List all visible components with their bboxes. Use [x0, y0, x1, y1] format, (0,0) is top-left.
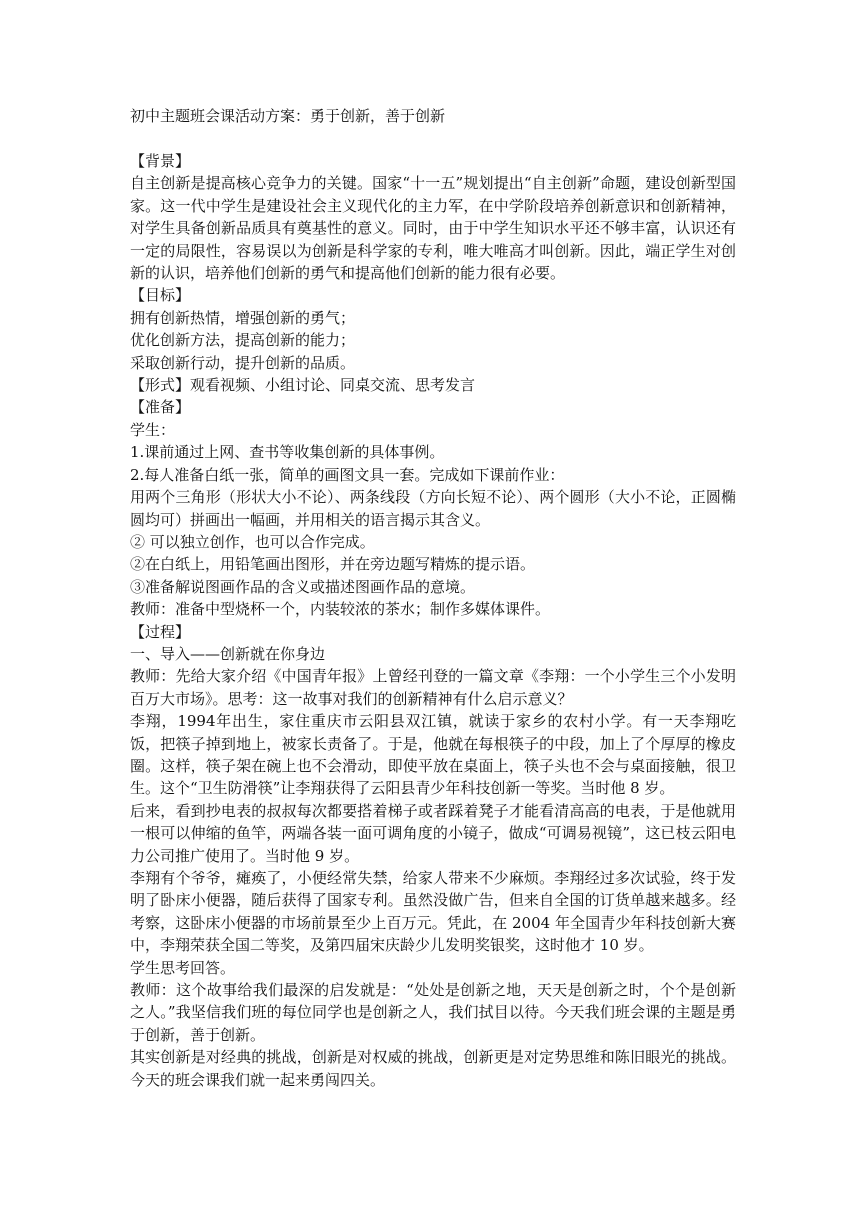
paragraph: 后来，看到抄电表的叔叔每次都要搭着梯子或者踩着凳子才能看清高高的电表，于是他就用一根可以伸缩的鱼竿，两端各装一面可调角度的小镜子，做成“可调易视镜”，这已枝云阳电力公司推广使用了。当时他 9 岁。	[130, 801, 736, 865]
subsection-heading: 一、导入——创新就在你身边	[130, 644, 326, 663]
list-item: ② 可以独立创作，也可以合作完成。	[130, 532, 375, 551]
section-heading-format: 【形式】观看视频、小组讨论、同桌交流、思考发言	[130, 376, 476, 395]
paragraph: 自主创新是提高核心竞争力的关键。国家“十一五”规划提出“自主创新”命题，建设创新型国家。这一代中学生是建设社会主义现代化的主力军，在中学阶段培养创新意识和创新精神，对学生具备创新品质具有奠基性的意义。同时，由于中学生知识水平还不够丰富，认识还有一定的局限性，容易误以为创新是科学家的专利，唯大唯高才叫创新。因此，端正学生对创新的认识，培养他们创新的勇气和提高他们创新的能力很有必要。	[130, 174, 736, 283]
paragraph: 拥有创新热情，增强创新的勇气；	[130, 308, 356, 327]
document-body	[130, 150, 736, 1091]
paragraph: 学生思考回答。	[130, 958, 236, 977]
paragraph: 李翔，1994年出生，家住重庆市云阳县双江镇，就读于家乡的农村小学。有一天李翔吃饭，把筷子掉到地上，被家长责备了。于是，他就在每根筷子的中段，加上了个厚厚的橡皮圈。这样，筷子架在碗上也不会滑动，即使平放在桌面上，筷子头也不会与桌面接触，很卫生。这个“卫生防滑筷”让李翔获得了云阳县青少年科技创新一等奖。当时他 8 岁。	[130, 712, 736, 798]
paragraph: 学生：	[130, 420, 176, 439]
paragraph: 采取创新行动，提升创新的品质。	[130, 353, 356, 372]
paragraph: 教师：这个故事给我们最深的启发就是：“处处是创新之地，天天是创新之时，个个是创新之人。”我坚信我们班的每位同学也是创新之人，我们拭目以待。今天我们班会课的主题是勇于创新，善于创新。	[130, 981, 736, 1044]
paragraph: 其实创新是对经典的挑战，创新是对权威的挑战，创新更是对定势思维和陈旧眼光的挑战。今天的班会课我们就一起来勇闯四关。	[130, 1048, 736, 1089]
paragraph: 教师：先给大家介绍《中国青年报》上曾经刊登的一篇文章《李翔：一个小学生三个小发明百万大市场》。思考：这一故事对我们的创新精神有什么启示意义？	[130, 667, 736, 708]
paragraph: 李翔有个爷爷，瘫痪了，小便经常失禁，给家人带来不少麻烦。李翔经过多次试验，终于发明了卧床小便器，随后获得了国家专利。虽然没做广告，但来自全国的订货单越来越多。经考察，这卧床小便器的市场前景至少上百万元。凭此，在 2004 年全国青少年科技创新大赛中，李翔荣获全国二等奖，及第四届宋庆龄少儿发明奖银奖，这时他才 10 岁。	[130, 869, 736, 955]
section-heading-preparation: 【准备】	[130, 398, 191, 417]
section-heading-background: 【背景】	[130, 152, 191, 170]
list-item: 1.课前通过上网、查书等收集创新的具体事例。	[130, 443, 445, 462]
paragraph: 优化创新方法，提高创新的能力；	[130, 331, 356, 350]
section-heading-goals: 【目标】	[130, 286, 191, 305]
document-title: 初中主题班会课活动方案：勇于创新，善于创新	[130, 107, 446, 125]
list-item: ②在白纸上，用铅笔画出图形，并在旁边题写精炼的提示语。	[130, 555, 536, 574]
list-item: ③准备解说图画作品的含义或描述图画作品的意境。	[130, 577, 476, 596]
document-page	[130, 104, 736, 1091]
paragraph: 教师：准备中型烧杯一个，内装较浓的茶水；制作多媒体课件。	[130, 600, 551, 619]
list-item: 2.每人准备白纸一张，简单的画图文具一套。完成如下课前作业：	[130, 465, 565, 484]
section-heading-process: 【过程】	[130, 622, 191, 641]
paragraph: 用两个三角形（形状大小不论）、两条线段（方向长短不论）、两个圆形（大小不论，正圆椭圆均可）拼画出一幅画，并用相关的语言揭示其含义。	[130, 488, 736, 529]
